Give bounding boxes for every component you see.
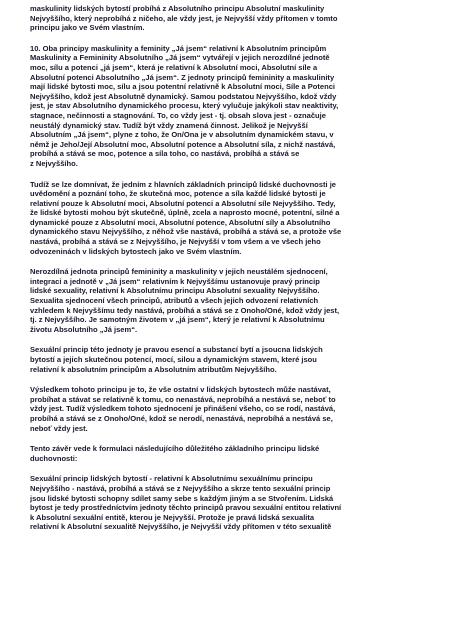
document-page xyxy=(30,4,422,636)
paragraph-7: Tento závěr vede k formulaci následujícího důležitého základního principu lidské duchovnosti: xyxy=(30,444,320,463)
paragraph-section-10: 10. Oba principy maskulinity a feminity „Já jsem“ relativní k Absolutním principům Maskulinity a Femininity Absolutního „Já jsem“ vytvářejí v jejich nerozdílné jednotě moc, sílu a potenci „já jsem“, která je relativní k Absolutní moci, Absolutní síle a Absolutní potenci Absolutního „Já jsem“. Z jednoty principů femininity a maskulinity mají lidské bytosti moc, sílu a jsou potentní relativně k Absolutní moci, Síle a Potenci Nejvyššího, kdož jest Absolutně dynamický. Samou podstatou Nejvyššího, kdož vždy jest, je stav Absolutního dynamického procesu, který vylučuje jakýkoli stav neaktivity, stagnace, nečinnosti a stagnování. To, co vždy jest - tj. obsah slova jest - označuje neustálý dynamický stav. Tudíž být vždy znamená činnost. Jelikož je Nejvyšší Absolutním „Já jsem“, plyne z toho, že On/Ona je v absolutním dynamickém stavu, v němž je Jeho/Její Absolutní moc, Absolutní potence a Absolutní síla, z nichž nastává, probíhá a stává se moc, potence a síla toho, co nastává, probíhá a stává se z Nejvyššího. xyxy=(30,43,339,168)
paragraph-continued: maskulinity lidských bytostí probíhá z Absolutního principu Absolutní maskulinity Nejvyššího, který neprobíhá z ničeho, ale vždy jest, je Nejvyšší vždy přítomen v tomto principu jako ve Svém vlastním. xyxy=(30,4,338,33)
paragraph-4: Nerozdílná jednota principů femininity a maskulinity v jejich neustálém sjednocení, integraci a jednotě v „Já jsem“ relativním k Nejvyššímu ustanovuje pravý princip lidské sexuality, relativní k Absolutnímu principu Absolutní sexuality Nejvyššího. Sexualita sjednocení všech principů, atributů a všech jejich odvození relativních vzhledem k Nejvyššímu tedy nastává, probíhá a stává se z Onoho/Oné, kdož vždy jest, tj. z Nejvyššího. Je samotným životem v „já jsem“, který je relativní k Absolutnímu životu Absolutního „Já jsem“. xyxy=(30,267,340,334)
paragraph-3: Tudíž se lze domnívat, že jedním z hlavních základních principů lidské duchovnosti je uvědomění a poznání toho, že skutečná moc, potence a síla každé lidské bytosti je relativní pouze k Absolutní moci, Absolutní potenci a Absolutní síle Nejvyššího. Tedy, že lidské bytosti mohou být skutečně, úplně, zcela a naprosto mocné, potentní, silné a dynamické pouze z Absolutní moci, Absolutní potence, Absolutní síly a Absolutního dynamického stavu Nejvyššího, z něhož vše nastává, probíhá a stává se, a protože vše nastává, probíhá a stává se z Nejvyššího, je Nejvyšší v tom všem a ve všech jeho odvozeninách v lidských bytostech jako ve Svém vlastním. xyxy=(30,179,342,256)
paragraph-5: Sexuální princip této jednoty je pravou esencí a substancí bytí a jsoucna lidských bytostí a jejich skutečnou potencí, mocí, silou a dynamickým stavem, které jsou relativní k absolutním principům a Absolutním atributům Nejvyššího. xyxy=(30,345,323,374)
paragraph-8: Sexuální princip lidských bytostí - relativní k Absolutnímu sexuálnímu principu Nejvyššího - nastává, probíhá a stává se z Nejvyššího a skrze tento sexuální princip jsou lidské bytosti schopny sdílet samy sebe s každým jiným a se Stvořením. Lidská bytost je tedy prostředníctvím jednoty těchto principů pravou sexuální entitou relativní k Absolutní sexuální entitě, kterou je Nejvyšší. Protože je pravá lidská sexualita relativní k Absolutní sexualitě Nejvyššího, je Nejvyšší vždy přítomen v této sexualitě xyxy=(30,474,342,532)
paragraph-6: Výsledkem tohoto principu je to, že vše ostatní v lidských bytostech může nastávat, probíhat a stávat se relativně k tomu, co nenastává, neprobíhá a nestává se, neboť to vždy jest. Tudíž výsledkem tohoto sjednocení je přinášení všeho, co se rodí, nastává, probíhá a stává se z Onoho/Oné, kdož se nerodí, nenastává, neprobíhá a nestává se, neboť vždy jest. xyxy=(30,385,336,433)
